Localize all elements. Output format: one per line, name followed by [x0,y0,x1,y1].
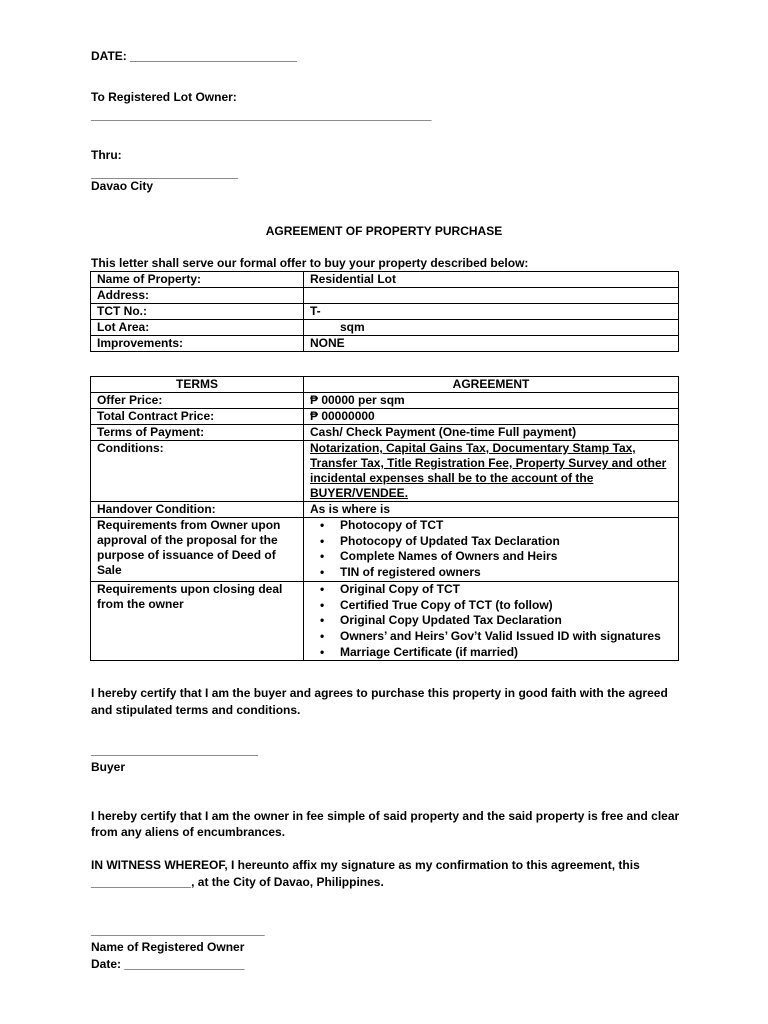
property-label: Address: [91,288,304,304]
payment-value: Cash/ Check Payment (One-time Full payment) [304,425,679,441]
terms-header-row [91,377,679,393]
witness-line-2: _______________, at the City of Davao, Philippines. [91,875,384,889]
property-value: T- [304,304,679,320]
handover-label: Handover Condition: [91,502,304,518]
offer-price-label: Offer Price: [91,393,304,409]
req-owner-line: purpose of issuance of Deed of Sale [97,548,276,577]
to-owner-label: To Registered Lot Owner: [91,90,237,104]
conditions-line: Notarization, Capital Gains Tax, Documentary Stamp Tax, [310,441,636,455]
property-row [91,272,679,288]
handover-value: As is where is [304,502,679,518]
table-row [91,409,679,425]
buyer-signature-line: _________________________ [91,743,258,757]
table-row [91,581,679,661]
to-owner-line: ___________________________________________________ [91,108,432,122]
property-row [91,304,679,320]
thru-label: Thru: [91,148,122,162]
city-label: Davao City [91,179,154,193]
property-table [90,271,679,352]
page-title: AGREEMENT OF PROPERTY PURCHASE [265,224,503,238]
agreement-header: AGREEMENT [304,377,679,393]
property-row [91,320,679,336]
req-closing-list [310,582,672,661]
list-item: • Complete Names of Owners and Heirs [310,549,672,565]
req-closing-list-cell [304,581,679,661]
owner-name-label: Name of Registered Owner [91,940,245,954]
payment-label: Terms of Payment: [91,425,304,441]
total-price-value: ₱ 00000000 [304,409,679,425]
conditions-line: Transfer Tax, Title Registration Fee, Property Survey and other [310,456,667,470]
witness-line-1: IN WITNESS WHEREOF, I hereunto affix my signature as my confirmation to this agreement, this [91,858,640,872]
req-closing-line: Requirements upon closing deal [97,581,283,596]
list-item: • Photocopy of Updated Tax Declaration [310,534,672,550]
req-owner-label [91,518,304,582]
req-owner-list [310,518,672,581]
offer-price-value: ₱ 00000 per sqm [304,393,679,409]
table-row [91,502,679,518]
date-line: DATE: _________________________ [91,49,297,63]
property-value: NONE [304,336,679,352]
list-item: • Original Copy Updated Tax Declaration [310,613,672,629]
property-label: Improvements: [91,336,304,352]
owner-signature-line: __________________________ [91,923,265,937]
buyer-cert-line-1: I hereby certify that I am the buyer and agrees to purchase this property in good faith with the agreed [91,686,668,700]
owner-cert-line-2: from any aliens of encumbrances. [91,825,286,839]
property-value [304,288,679,304]
req-closing-label [91,581,304,661]
buyer-label: Buyer [91,760,126,774]
list-item: • Certified True Copy of TCT (to follow) [310,598,672,614]
property-value: sqm [304,320,679,336]
list-item: • Owners’ and Heirs’ Gov’t Valid Issued ID with signatures [310,629,672,645]
property-label: Lot Area: [91,320,304,336]
req-owner-line: Requirements from Owner upon [97,518,281,532]
table-row [91,518,679,582]
list-item: • TIN of registered owners [310,565,672,581]
req-owner-list-cell [304,518,679,582]
property-label: Name of Property: [91,272,304,288]
list-item: • Marriage Certificate (if married) [310,645,672,661]
table-row [91,441,679,502]
table-row [91,393,679,409]
req-closing-line: from the owner [97,596,184,611]
property-label: TCT No.: [91,304,304,320]
conditions-value [304,441,679,502]
intro-text: This letter shall serve our formal offer to buy your property described below: [91,256,529,270]
owner-cert-line-1: I hereby certify that I am the owner in fee simple of said property and the said property is free and clear [91,809,680,823]
property-row [91,288,679,304]
thru-line: ______________________ [91,166,238,180]
total-price-label: Total Contract Price: [91,409,304,425]
conditions-line: incidental expenses shall be to the account of the [310,471,594,485]
owner-date-line: Date: __________________ [91,957,245,971]
list-item: • Original Copy of TCT [310,582,672,598]
buyer-cert-line-2: and stipulated terms and conditions. [91,703,301,717]
req-owner-line: approval of the proposal for the [97,533,278,547]
conditions-line: BUYER/VENDEE. [310,486,409,500]
property-row [91,336,679,352]
table-row [91,425,679,441]
property-value: Residential Lot [304,272,679,288]
list-item: • Photocopy of TCT [310,518,672,534]
terms-table [90,376,679,661]
conditions-label: Conditions: [91,441,304,502]
terms-header: TERMS [91,377,304,393]
